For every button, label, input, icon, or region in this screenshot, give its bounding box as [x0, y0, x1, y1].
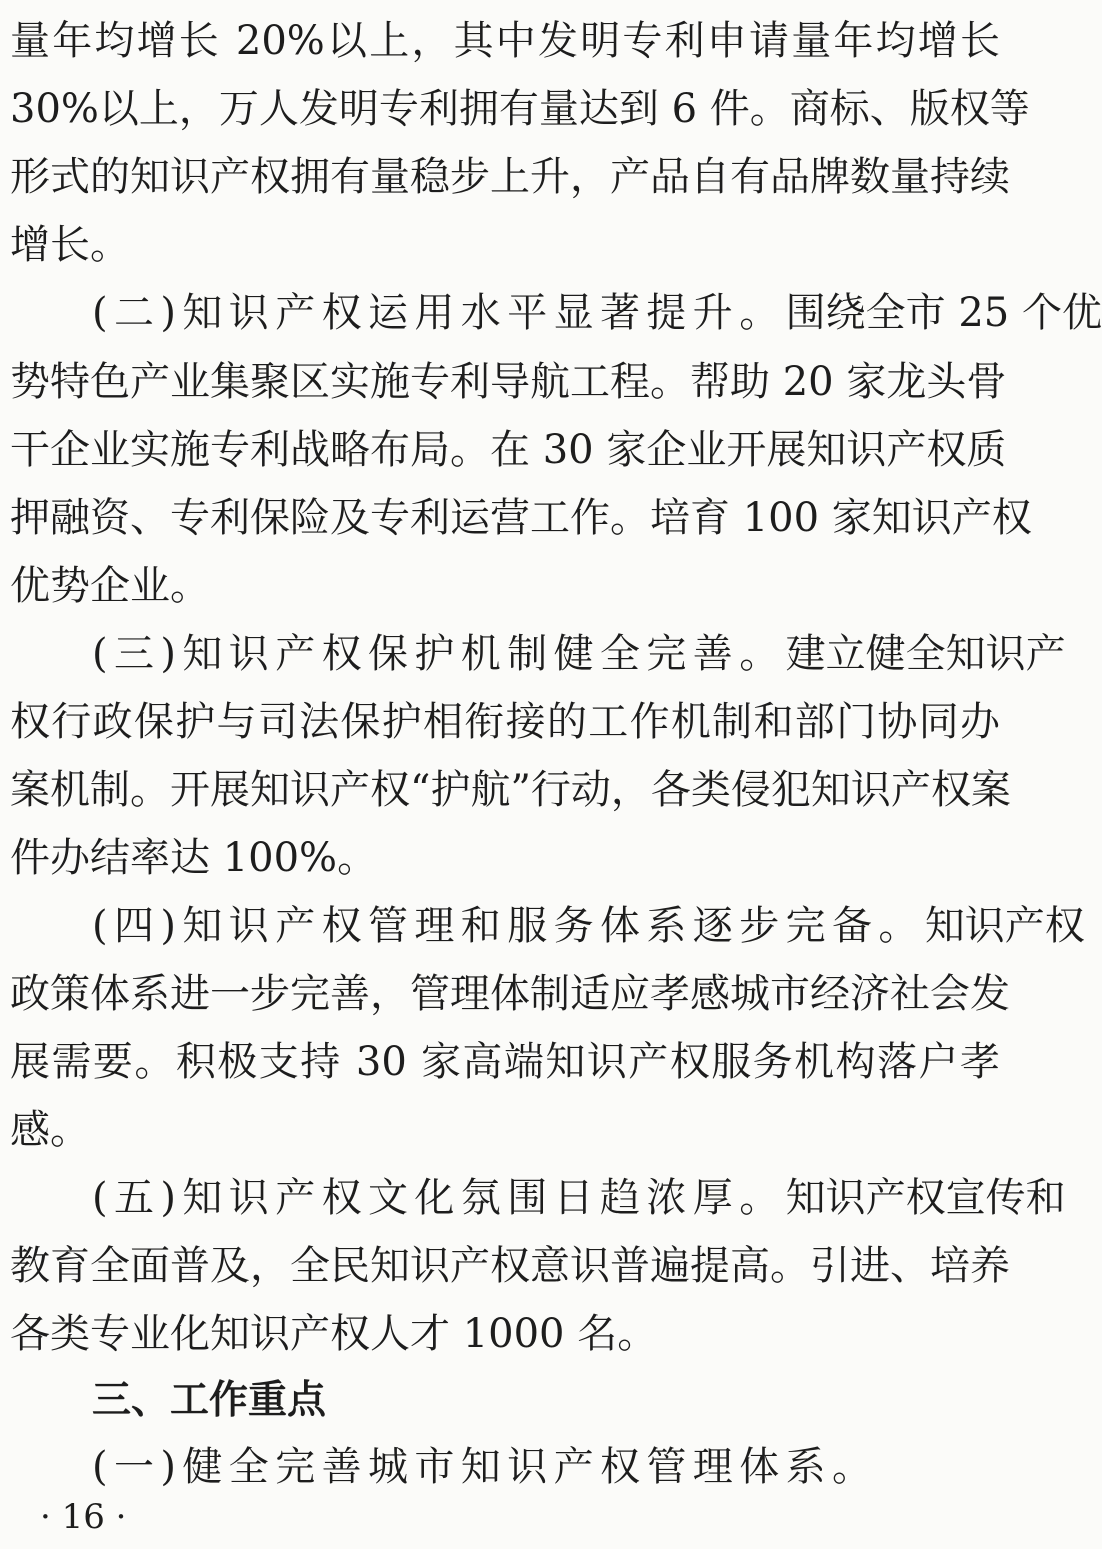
- paragraph-line: 感。: [10, 1107, 90, 1153]
- paragraph-line: 政策体系进一步完善，管理体制适应孝感城市经济社会发: [10, 971, 1010, 1017]
- section-heading: 三、工作重点: [92, 1378, 327, 1423]
- paragraph-line: 量年均增长 20%以上，其中发明专利申请量年均增长: [10, 18, 1000, 64]
- item-heading: (五)知识产权文化氛围日趋浓厚。: [92, 1175, 786, 1221]
- paragraph-line: 展需要。积极支持 30 家高端知识产权服务机构落户孝: [10, 1039, 1000, 1085]
- paragraph-line: 30%以上，万人发明专利拥有量达到 6 件。商标、版权等: [10, 86, 1030, 132]
- paragraph-line: 权行政保护与司法保护相衔接的工作机制和部门协同办: [10, 699, 1000, 745]
- paragraph-line: 教育全面普及，全民知识产权意识普遍提高。引进、培养: [10, 1243, 1010, 1289]
- item-body-start: 知识产权: [924, 903, 1085, 949]
- paragraph-line: 形式的知识产权拥有量稳步上升，产品自有品牌数量持续: [10, 154, 1010, 200]
- item-three-line: [92, 631, 1066, 677]
- subsection-heading: (一)健全完善城市知识产权管理体系。: [92, 1444, 879, 1490]
- item-body-start: 建立健全知识产: [785, 631, 1066, 677]
- paragraph-line: 押融资、专利保险及专利运营工作。培育 100 家知识产权: [10, 495, 1032, 541]
- item-five-line: [92, 1175, 1066, 1221]
- paragraph-line: 优势企业。: [10, 563, 210, 609]
- item-body-start: 围绕全市 25 个优: [785, 290, 1102, 336]
- paragraph-line: 势特色产业集聚区实施专利导航工程。帮助 20 家龙头骨: [10, 359, 1007, 405]
- paragraph-line: 案机制。开展知识产权“护航”行动，各类侵犯知识产权案: [10, 767, 1011, 813]
- paragraph-line: 增长。: [10, 222, 130, 268]
- item-heading: (二)知识产权运用水平显著提升。: [92, 290, 786, 336]
- item-heading: (四)知识产权管理和服务体系逐步完备。: [92, 903, 925, 949]
- item-heading: (三)知识产权保护机制健全完善。: [92, 631, 786, 677]
- paragraph-line: 各类专业化知识产权人才 1000 名。: [10, 1311, 658, 1357]
- item-body-start: 知识产权宣传和: [785, 1175, 1066, 1221]
- page-number: · 16 ·: [40, 1497, 127, 1537]
- item-two-line: [92, 290, 1102, 336]
- paragraph-line: 干企业实施专利战略布局。在 30 家企业开展知识产权质: [10, 427, 1007, 473]
- paragraph-line: 件办结率达 100%。: [10, 835, 378, 881]
- item-four-line: [92, 903, 1085, 949]
